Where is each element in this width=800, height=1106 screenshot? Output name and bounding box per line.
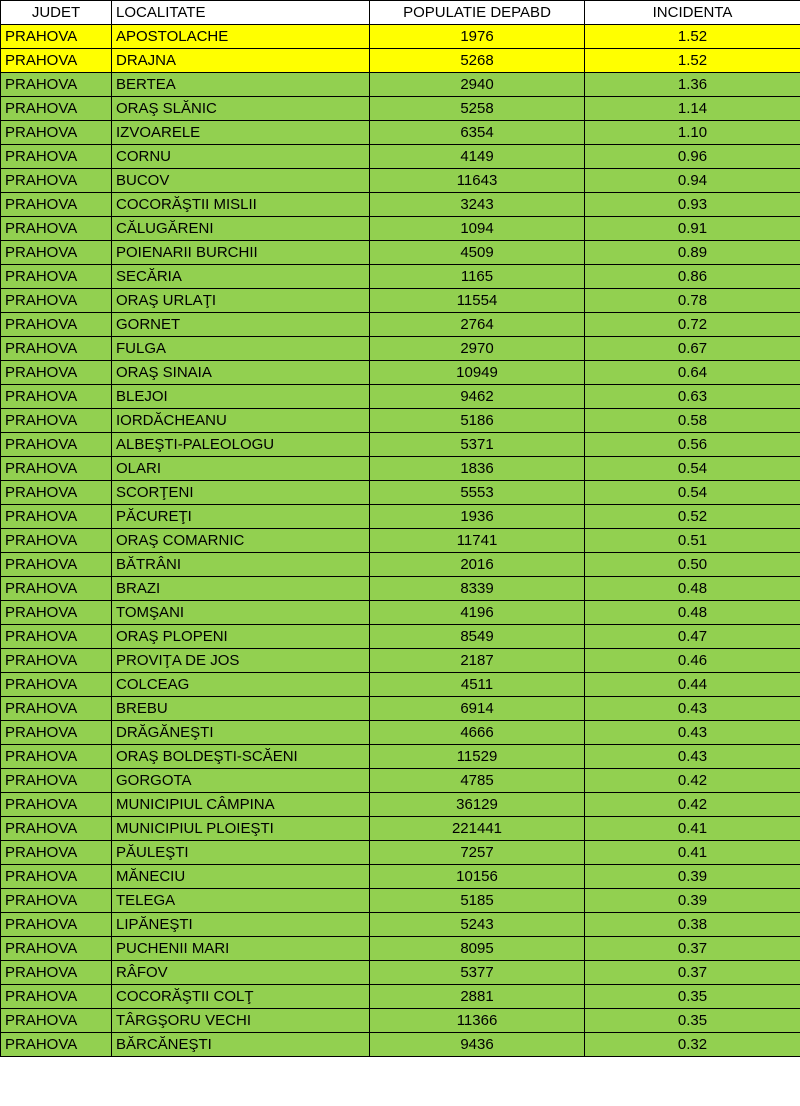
cell-judet[interactable]: PRAHOVA [1,841,112,865]
cell-incidenta[interactable]: 0.93 [585,193,800,217]
cell-localitate[interactable]: MĂNECIU [112,865,370,889]
cell-judet[interactable]: PRAHOVA [1,289,112,313]
table-row [1,313,800,337]
cell-incidenta[interactable]: 0.56 [585,433,800,457]
cell-localitate[interactable]: ALBEŞTI-PALEOLOGU [112,433,370,457]
table-row [1,457,800,481]
cell-populatie[interactable]: 2970 [370,337,585,361]
cell-incidenta[interactable]: 0.64 [585,361,800,385]
cell-populatie[interactable]: 8339 [370,577,585,601]
table-row [1,481,800,505]
table-row [1,241,800,265]
cell-populatie[interactable]: 9436 [370,1033,585,1057]
cell-judet[interactable]: PRAHOVA [1,817,112,841]
cell-incidenta[interactable]: 0.63 [585,385,800,409]
cell-incidenta[interactable]: 0.72 [585,313,800,337]
cell-localitate[interactable]: BERTEA [112,73,370,97]
cell-judet[interactable]: PRAHOVA [1,937,112,961]
cell-localitate[interactable]: ORAŞ BOLDEŞTI-SCĂENI [112,745,370,769]
cell-populatie[interactable]: 5258 [370,97,585,121]
cell-localitate[interactable]: ORAŞ PLOPENI [112,625,370,649]
cell-populatie[interactable]: 11643 [370,169,585,193]
cell-populatie[interactable]: 5553 [370,481,585,505]
table-row [1,169,800,193]
cell-populatie[interactable]: 5377 [370,961,585,985]
cell-populatie[interactable]: 10949 [370,361,585,385]
cell-judet[interactable]: PRAHOVA [1,169,112,193]
table-row [1,793,800,817]
cell-judet[interactable]: PRAHOVA [1,601,112,625]
cell-judet[interactable]: PRAHOVA [1,553,112,577]
cell-incidenta[interactable]: 0.86 [585,265,800,289]
cell-localitate[interactable]: BĂTRÂNI [112,553,370,577]
cell-populatie[interactable]: 1976 [370,25,585,49]
cell-incidenta[interactable]: 0.48 [585,577,800,601]
cell-localitate[interactable]: IORDĂCHEANU [112,409,370,433]
table-row [1,937,800,961]
cell-judet[interactable]: PRAHOVA [1,193,112,217]
table-row [1,601,800,625]
cell-localitate[interactable]: DRĂGĂNEŞTI [112,721,370,745]
cell-incidenta[interactable]: 0.42 [585,793,800,817]
cell-incidenta[interactable]: 0.51 [585,529,800,553]
cell-judet[interactable]: PRAHOVA [1,625,112,649]
table-row [1,433,800,457]
cell-populatie[interactable]: 11366 [370,1009,585,1033]
cell-localitate[interactable]: ORAŞ COMARNIC [112,529,370,553]
cell-incidenta[interactable]: 0.43 [585,697,800,721]
cell-judet[interactable]: PRAHOVA [1,121,112,145]
cell-judet[interactable]: PRAHOVA [1,481,112,505]
cell-judet[interactable]: PRAHOVA [1,793,112,817]
cell-populatie[interactable]: 11529 [370,745,585,769]
cell-incidenta[interactable]: 0.91 [585,217,800,241]
cell-judet[interactable]: PRAHOVA [1,865,112,889]
cell-populatie[interactable]: 4149 [370,145,585,169]
table-row [1,913,800,937]
table-row [1,337,800,361]
cell-localitate[interactable]: ORAŞ SLĂNIC [112,97,370,121]
cell-populatie[interactable]: 6914 [370,697,585,721]
cell-judet[interactable]: PRAHOVA [1,577,112,601]
cell-localitate[interactable]: BRAZI [112,577,370,601]
table-row [1,49,800,73]
cell-incidenta[interactable]: 0.54 [585,481,800,505]
cell-localitate[interactable]: COLCEAG [112,673,370,697]
table-row [1,121,800,145]
table-row [1,361,800,385]
cell-incidenta[interactable]: 0.47 [585,625,800,649]
cell-populatie[interactable]: 10156 [370,865,585,889]
cell-incidenta[interactable]: 0.35 [585,1009,800,1033]
cell-populatie[interactable]: 2187 [370,649,585,673]
table-row [1,73,800,97]
cell-populatie[interactable]: 5243 [370,913,585,937]
cell-judet[interactable]: PRAHOVA [1,505,112,529]
table-row [1,505,800,529]
cell-populatie[interactable]: 1836 [370,457,585,481]
cell-populatie[interactable]: 5268 [370,49,585,73]
table-row [1,265,800,289]
table-row [1,697,800,721]
table-row [1,817,800,841]
cell-incidenta[interactable]: 0.54 [585,457,800,481]
cell-incidenta[interactable]: 1.10 [585,121,800,145]
cell-incidenta[interactable]: 0.94 [585,169,800,193]
cell-incidenta[interactable]: 0.41 [585,841,800,865]
cell-localitate[interactable]: IZVOARELE [112,121,370,145]
cell-populatie[interactable]: 3243 [370,193,585,217]
cell-localitate[interactable]: CORNU [112,145,370,169]
cell-incidenta[interactable]: 0.39 [585,865,800,889]
cell-localitate[interactable]: BLEJOI [112,385,370,409]
cell-judet[interactable]: PRAHOVA [1,265,112,289]
cell-localitate[interactable]: BREBU [112,697,370,721]
cell-localitate[interactable]: LIPĂNEŞTI [112,913,370,937]
table-row [1,1033,800,1057]
cell-localitate[interactable]: MUNICIPIUL PLOIEŞTI [112,817,370,841]
cell-localitate[interactable]: FULGA [112,337,370,361]
cell-judet[interactable]: PRAHOVA [1,769,112,793]
cell-localitate[interactable]: ORAŞ SINAIA [112,361,370,385]
cell-judet[interactable]: PRAHOVA [1,1009,112,1033]
cell-localitate[interactable]: TÂRGŞORU VECHI [112,1009,370,1033]
cell-populatie[interactable]: 5186 [370,409,585,433]
cell-judet[interactable]: PRAHOVA [1,361,112,385]
cell-populatie[interactable]: 11741 [370,529,585,553]
cell-judet[interactable]: PRAHOVA [1,913,112,937]
cell-judet[interactable]: PRAHOVA [1,409,112,433]
header-localitate[interactable]: LOCALITATE [112,1,370,25]
cell-populatie[interactable]: 5185 [370,889,585,913]
cell-judet[interactable]: PRAHOVA [1,97,112,121]
cell-localitate[interactable]: COCORĂŞTII MISLII [112,193,370,217]
cell-localitate[interactable]: TOMŞANI [112,601,370,625]
cell-judet[interactable]: PRAHOVA [1,649,112,673]
cell-judet[interactable]: PRAHOVA [1,673,112,697]
cell-judet[interactable]: PRAHOVA [1,385,112,409]
cell-populatie[interactable]: 221441 [370,817,585,841]
table-row [1,553,800,577]
table-row [1,841,800,865]
cell-judet[interactable]: PRAHOVA [1,889,112,913]
cell-incidenta[interactable]: 0.43 [585,745,800,769]
table-row [1,409,800,433]
cell-localitate[interactable]: ORAŞ URLAŢI [112,289,370,313]
cell-judet[interactable]: PRAHOVA [1,49,112,73]
cell-localitate[interactable]: OLARI [112,457,370,481]
cell-judet[interactable]: PRAHOVA [1,697,112,721]
table-row [1,193,800,217]
cell-incidenta[interactable]: 0.39 [585,889,800,913]
cell-judet[interactable]: PRAHOVA [1,73,112,97]
cell-localitate[interactable]: SCORŢENI [112,481,370,505]
cell-populatie[interactable]: 4196 [370,601,585,625]
cell-incidenta[interactable]: 0.44 [585,673,800,697]
table-row [1,673,800,697]
cell-incidenta[interactable]: 0.52 [585,505,800,529]
cell-populatie[interactable]: 2881 [370,985,585,1009]
cell-judet[interactable]: PRAHOVA [1,529,112,553]
cell-localitate[interactable]: DRAJNA [112,49,370,73]
cell-localitate[interactable]: POIENARII BURCHII [112,241,370,265]
cell-populatie[interactable]: 1165 [370,265,585,289]
table-row [1,577,800,601]
header-incidenta[interactable]: INCIDENTA [585,1,800,25]
cell-populatie[interactable]: 8095 [370,937,585,961]
cell-judet[interactable]: PRAHOVA [1,457,112,481]
table-row [1,145,800,169]
cell-populatie[interactable]: 6354 [370,121,585,145]
cell-populatie[interactable]: 7257 [370,841,585,865]
table-row [1,961,800,985]
cell-judet[interactable]: PRAHOVA [1,433,112,457]
cell-judet[interactable]: PRAHOVA [1,1033,112,1057]
table-row [1,889,800,913]
cell-populatie[interactable]: 2764 [370,313,585,337]
cell-populatie[interactable]: 11554 [370,289,585,313]
table-row [1,985,800,1009]
cell-populatie[interactable]: 8549 [370,625,585,649]
cell-judet[interactable]: PRAHOVA [1,313,112,337]
table-row [1,529,800,553]
cell-localitate[interactable]: GORGOTA [112,769,370,793]
cell-judet[interactable]: PRAHOVA [1,745,112,769]
table-row [1,385,800,409]
table-header [1,1,800,25]
cell-incidenta[interactable]: 0.78 [585,289,800,313]
cell-incidenta[interactable]: 0.37 [585,937,800,961]
table-row [1,865,800,889]
cell-populatie[interactable]: 9462 [370,385,585,409]
cell-localitate[interactable]: APOSTOLACHE [112,25,370,49]
cell-incidenta[interactable]: 1.36 [585,73,800,97]
cell-populatie[interactable]: 2016 [370,553,585,577]
cell-localitate[interactable]: BUCOV [112,169,370,193]
cell-localitate[interactable]: TELEGA [112,889,370,913]
cell-populatie[interactable]: 1094 [370,217,585,241]
header-row [1,1,800,25]
cell-incidenta[interactable]: 0.38 [585,913,800,937]
cell-localitate[interactable]: COCORĂŞTII COLŢ [112,985,370,1009]
cell-incidenta[interactable]: 0.89 [585,241,800,265]
cell-judet[interactable]: PRAHOVA [1,985,112,1009]
cell-populatie[interactable]: 4666 [370,721,585,745]
cell-populatie[interactable]: 2940 [370,73,585,97]
cell-populatie[interactable]: 4509 [370,241,585,265]
table-row [1,25,800,49]
cell-localitate[interactable]: PĂCUREŢI [112,505,370,529]
cell-incidenta[interactable]: 0.96 [585,145,800,169]
cell-populatie[interactable]: 5371 [370,433,585,457]
cell-incidenta[interactable]: 0.48 [585,601,800,625]
cell-incidenta[interactable]: 0.41 [585,817,800,841]
table-row [1,745,800,769]
table-row [1,721,800,745]
cell-judet[interactable]: PRAHOVA [1,241,112,265]
cell-incidenta[interactable]: 0.46 [585,649,800,673]
cell-localitate[interactable]: GORNET [112,313,370,337]
cell-localitate[interactable]: MUNICIPIUL CÂMPINA [112,793,370,817]
cell-incidenta[interactable]: 0.42 [585,769,800,793]
table-row [1,649,800,673]
cell-localitate[interactable]: RÂFOV [112,961,370,985]
table-row [1,769,800,793]
cell-incidenta[interactable]: 0.58 [585,409,800,433]
cell-populatie[interactable]: 36129 [370,793,585,817]
cell-incidenta[interactable]: 1.52 [585,25,800,49]
table-row [1,97,800,121]
cell-localitate[interactable]: CĂLUGĂRENI [112,217,370,241]
header-populatie[interactable]: POPULATIE DEPABD [370,1,585,25]
cell-judet[interactable]: PRAHOVA [1,145,112,169]
table-row [1,217,800,241]
cell-localitate[interactable]: PUCHENII MARI [112,937,370,961]
cell-judet[interactable]: PRAHOVA [1,217,112,241]
table-body [1,25,800,1057]
cell-incidenta[interactable]: 0.35 [585,985,800,1009]
cell-localitate[interactable]: PĂULEŞTI [112,841,370,865]
cell-localitate[interactable]: PROVIŢA DE JOS [112,649,370,673]
table-row [1,625,800,649]
cell-populatie[interactable]: 4785 [370,769,585,793]
cell-judet[interactable]: PRAHOVA [1,25,112,49]
cell-incidenta[interactable]: 0.50 [585,553,800,577]
cell-incidenta[interactable]: 0.37 [585,961,800,985]
cell-incidenta[interactable]: 0.43 [585,721,800,745]
table-row [1,1009,800,1033]
header-judet[interactable]: JUDET [1,1,112,25]
cell-localitate[interactable]: BĂRCĂNEŞTI [112,1033,370,1057]
cell-incidenta[interactable]: 1.52 [585,49,800,73]
cell-populatie[interactable]: 4511 [370,673,585,697]
cell-populatie[interactable]: 1936 [370,505,585,529]
cell-incidenta[interactable]: 0.67 [585,337,800,361]
cell-judet[interactable]: PRAHOVA [1,721,112,745]
table-row [1,289,800,313]
cell-judet[interactable]: PRAHOVA [1,961,112,985]
cell-localitate[interactable]: SECĂRIA [112,265,370,289]
cell-judet[interactable]: PRAHOVA [1,337,112,361]
cell-incidenta[interactable]: 0.32 [585,1033,800,1057]
cell-incidenta[interactable]: 1.14 [585,97,800,121]
